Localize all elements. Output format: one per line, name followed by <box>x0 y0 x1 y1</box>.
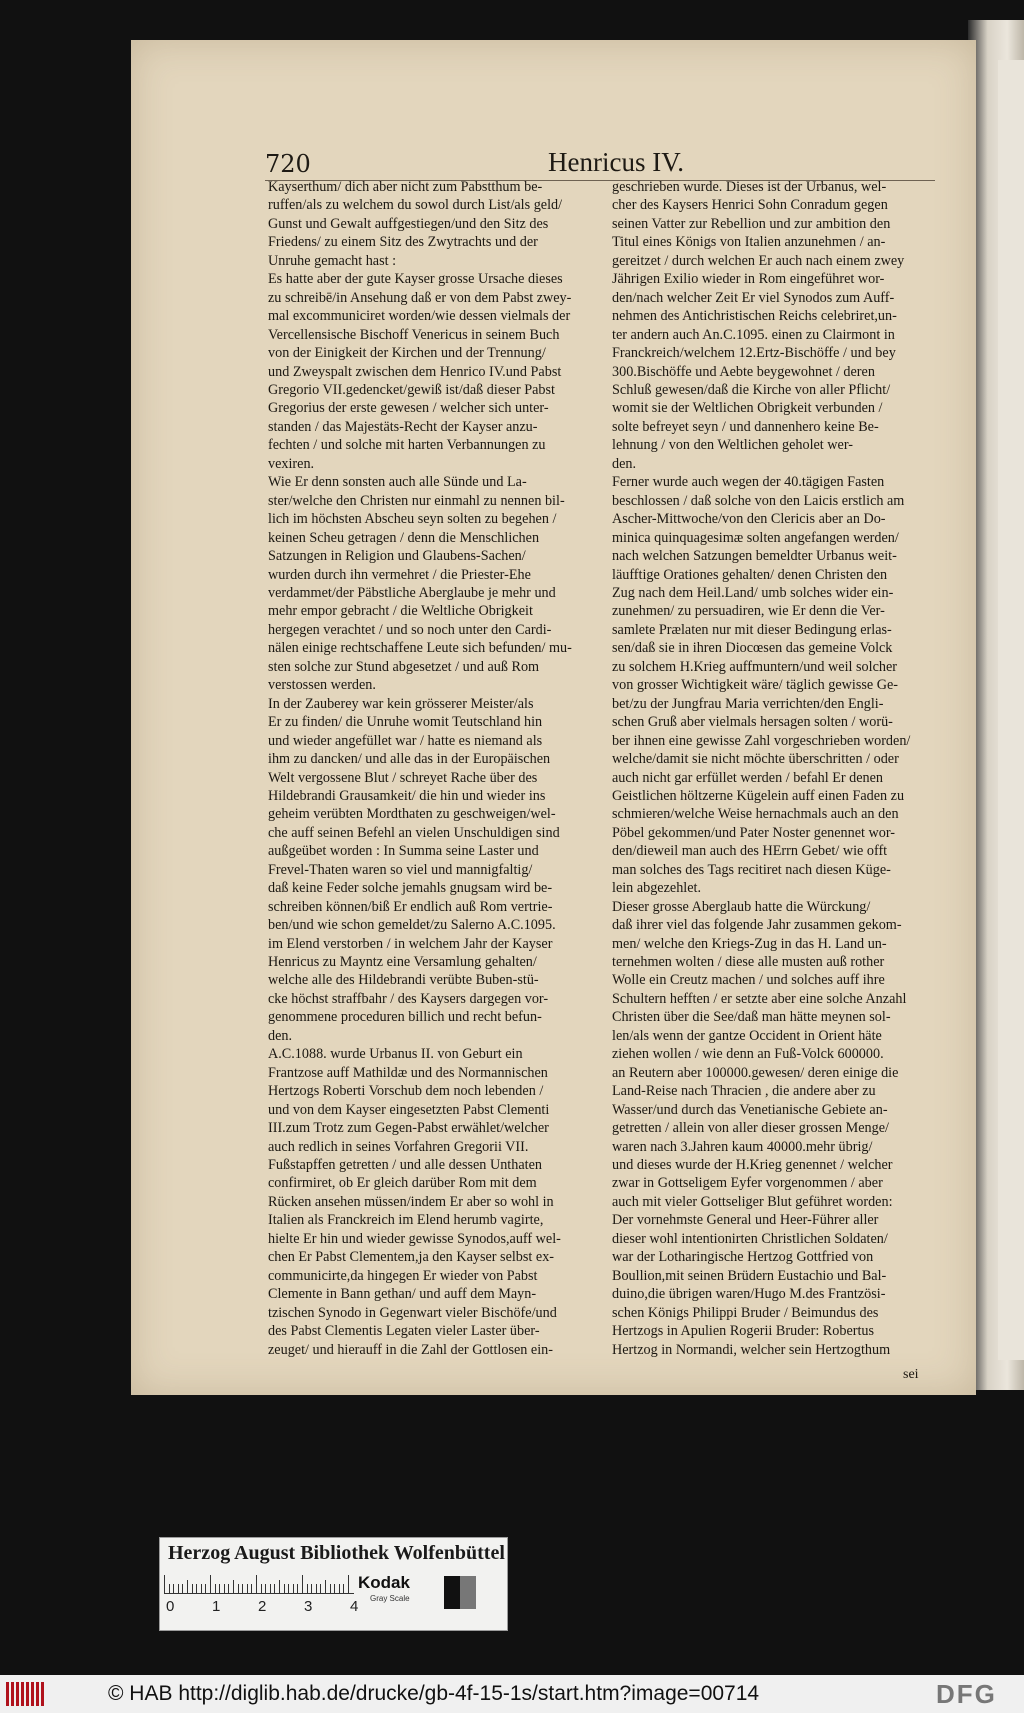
text-line: nehmen des Antichristischen Reichs celebriret,un- <box>612 308 897 325</box>
text-line: läufftige Orationes gehalten/ denen Christen den <box>612 566 888 583</box>
ruler-number: 2 <box>258 1598 267 1615</box>
text-line: Frevel-Thaten waren so viel und mannigfaltig/ <box>268 861 533 878</box>
ruler-tick <box>348 1575 349 1593</box>
text-line: minica quinquagesimæ solten angefangen werden/ <box>612 529 899 546</box>
text-line: den/dieweil man auch des HErrn Gebet/ wie offt <box>612 843 888 860</box>
ruler-number: 1 <box>212 1598 221 1615</box>
text-line: schen Gruß aber vielmals hersagen solten / worü- <box>612 714 893 731</box>
text-line: zwar in Gottseligem Eyfer vorgenommen / aber <box>612 1175 883 1192</box>
text-line: den. <box>268 1027 293 1044</box>
text-line: seinen Vatter zur Rebellion und zur ambition den <box>612 215 891 232</box>
text-line: Jährigen Exilio wieder in Rom eingeführet wor- <box>612 271 885 288</box>
text-line: Wolle ein Creutz machen / und solches auff ihre <box>612 972 885 989</box>
text-line: Pöbel gekommen/und Pater Noster genennet wor- <box>612 824 896 841</box>
ruler-tick <box>242 1584 243 1593</box>
gray-swatch <box>460 1576 476 1609</box>
text-line: III.zum Trotz zum Gegen-Pabst erwählet/welcher <box>268 1120 549 1137</box>
text-line: In der Zauberey war kein grösserer Meister/als <box>268 695 534 712</box>
text-line: che auff seinen Befehl an vielen Unschuldigen sind <box>268 824 560 841</box>
text-line: den/nach welcher Zeit Er viel Synodos zum Auff- <box>612 289 895 306</box>
text-line: fechten / und solche mit harten Verbannungen zu <box>268 437 546 454</box>
text-line: hielte Er hin und wieder gewisse Synodos,auff wel- <box>268 1230 561 1247</box>
ruler-tick <box>288 1584 289 1593</box>
catchword: sei <box>903 1367 919 1382</box>
text-line: welche alle des Hildebrandi verübte Buben-stü- <box>268 972 539 989</box>
text-line: duino,die übrigen waren/Hugo M.des Frantzösi- <box>612 1286 886 1303</box>
ruler-tick <box>316 1584 317 1593</box>
text-line: Schluß gewesen/daß die Kirche von aller Pflicht/ <box>612 381 891 398</box>
text-line: zu solchem H.Krieg auffmuntern/und weil solcher <box>612 658 897 675</box>
text-line: Clemente in Bann gethan/ und auff dem Mayn- <box>268 1286 537 1303</box>
text-line: cher des Kaysers Henrici Sohn Conradum gegen <box>612 197 888 214</box>
ruler-tick <box>247 1584 248 1593</box>
text-line: Dieser grosse Aberglaub hatte die Würckung/ <box>612 898 871 915</box>
text-line: ber ihnen eine gewisse Zahl vorgeschrieben worden/ <box>612 732 911 749</box>
text-line: sten solche zur Stund abgesetzet / und auß Rom <box>268 658 540 675</box>
text-line: Italien als Franckreich im Elend herumb vagirte, <box>268 1212 544 1229</box>
ruler-tick <box>265 1584 266 1593</box>
ruler-tick <box>219 1584 220 1593</box>
text-line: lich im höchsten Abscheu seyn solten zu begehen / <box>268 511 557 528</box>
footer-bar <box>0 1675 1024 1713</box>
text-line: Geistlichen höltzerne Kügelein auff einen Faden zu <box>612 787 905 804</box>
text-line: communicirte,da hingegen Er wieder von Pabst <box>268 1267 538 1284</box>
text-line: ruffen/als zu welchem du sowol durch List/als geld/ <box>268 197 563 214</box>
text-line: man solches des Tags recitiret nach diesen Küge- <box>612 861 891 878</box>
text-line: confirmiret, ob Er gleich darüber Rom mit dem <box>268 1175 537 1192</box>
text-line: Schultern hefften / er setzte aber eine solche Anzahl <box>612 990 907 1007</box>
text-line: Franckreich/welchem 12.Ertz-Bischöffe / und bey <box>612 345 896 362</box>
ruler-tick <box>302 1575 303 1593</box>
text-line: Satzungen in Religion und Glaubens-Sachen/ <box>268 548 526 565</box>
ruler-tick <box>279 1580 280 1593</box>
text-line: bet/zu der Jungfrau Maria verrichten/den Engli- <box>612 695 884 712</box>
card-title: Herzog August Bibliothek Wolfenbüttel <box>168 1542 505 1564</box>
text-line: zeuget/ und hierauff in die Zahl der Gottlosen ein- <box>268 1341 553 1358</box>
ruler-tick <box>196 1584 197 1593</box>
text-line: Fußstapffen getretten / und alle dessen Unthaten <box>268 1157 542 1174</box>
text-line: und von dem Kayser eingesetzten Pabst Clementi <box>268 1101 550 1118</box>
text-line: standen / das Majestäts-Recht der Kayser anzu- <box>268 418 538 435</box>
text-line: auch redlich in seines Vorfahren Gregorii VII. <box>268 1138 529 1155</box>
text-line: an Reutern aber 100000.gewesen/ deren einige die <box>612 1064 899 1081</box>
text-line: hergegen verachtet / und so noch unter den Cardi- <box>268 621 552 638</box>
text-line: 300.Bischöffe und Aebte beygewohnet / deren <box>612 363 875 380</box>
text-line: Henricus zu Mayntz eine Versamlung gehalten/ <box>268 954 537 971</box>
text-line: Hertzog in Normandi, welcher sein Hertzogthum <box>612 1341 891 1358</box>
text-line: Hertzogs in Apulien Rogerii Bruder: Robertus <box>612 1323 875 1340</box>
text-line: mal excommuniciret worden/wie dessen vielmals der <box>268 308 571 325</box>
text-line: sen/daß sie in ihren Diocœsen das gemeine Volck <box>612 640 893 657</box>
text-line: Hertzogs Roberti Vorschub dem noch lebenden / <box>268 1083 544 1100</box>
text-line: von grosser Wichtigkeit wäre/ täglich gewisse Ge- <box>612 677 898 694</box>
text-line: Der vornehmste General und Heer-Führer aller <box>612 1212 879 1229</box>
text-line: ihm zu dancken/ und alle das in der Europäischen <box>268 751 551 768</box>
text-line: Er zu finden/ die Unruhe womit Teutschland hin <box>268 714 543 731</box>
text-line: Ferner wurde auch wegen der 40.tägigen Fasten <box>612 474 885 491</box>
text-line: men/ welche den Kriegs-Zug in das H. Land un- <box>612 935 887 952</box>
page-number: 720 <box>265 150 311 178</box>
ruler-number: 3 <box>304 1598 313 1615</box>
text-line: vexiren. <box>268 455 315 472</box>
measurement-ruler <box>164 1575 354 1594</box>
ruler-tick <box>251 1584 252 1593</box>
left-text-column <box>268 178 590 1359</box>
ruler-tick <box>330 1584 331 1593</box>
text-line: nälen einige rechtschaffene Leute sich befunden/ mu- <box>268 640 572 657</box>
text-line: geschrieben wurde. Dieses ist der Urbanus, wel- <box>612 179 887 195</box>
ruler-tick <box>339 1584 340 1593</box>
text-line: Es hatte aber der gute Kayser grosse Ursache dieses <box>268 271 563 288</box>
ruler-tick <box>205 1584 206 1593</box>
text-line: Welt vergossene Blut / schreyet Rache über des <box>268 769 538 786</box>
ruler-tick <box>187 1580 188 1593</box>
text-line: von der Einigkeit der Kirchen und der Trennung/ <box>268 345 546 362</box>
text-line: genommene proceduren billich und recht befun- <box>268 1009 542 1026</box>
text-line: Wasser/und durch das Venetianische Gebiete an- <box>612 1101 888 1118</box>
ruler-tick <box>293 1584 294 1593</box>
text-line: im Elend verstorben / in welchem Jahr der Kayser <box>268 935 553 952</box>
ruler-tick <box>325 1580 326 1593</box>
text-line: A.C.1088. wurde Urbanus II. von Geburt ein <box>268 1046 523 1063</box>
text-line: Vercellensische Bischoff Venericus in seinem Buch <box>268 326 560 343</box>
text-line: getretten / allein von aller dieser grossen Menge/ <box>612 1120 889 1137</box>
text-line: Hildebrandi Grausamkeit/ die hin und wieder ins <box>268 787 546 804</box>
text-line: ternehmen wolten / diese alle musten auß rother <box>612 954 885 971</box>
text-line: welche/damit sie nicht möchte überschritten / oder <box>612 751 899 768</box>
ruler-tick <box>228 1584 229 1593</box>
text-line: lehnung / von den Weltlichen geholet wer- <box>612 437 854 454</box>
ruler-tick <box>256 1575 257 1593</box>
text-line: beschlossen / daß solche von den Laicis erstlich am <box>612 492 905 509</box>
ruler-tick <box>238 1584 239 1593</box>
ruler-tick <box>169 1584 170 1593</box>
ruler-tick <box>297 1584 298 1593</box>
ruler-tick <box>274 1584 275 1593</box>
text-line: Unruhe gemacht hast : <box>268 252 397 269</box>
text-line: womit sie der Weltlichen Obrigkeit verbunden / <box>612 400 883 417</box>
facing-page-edge <box>998 60 1024 1360</box>
text-line: verstossen werden. <box>268 677 376 694</box>
text-line: tzischen Synodo in Gegenwart vieler Bischöfe/und <box>268 1304 557 1321</box>
text-line: ben/und wie schon gemeldet/zu Salerno A.C.1095. <box>268 917 556 934</box>
text-line: nach welchen Satzungen bemeldter Urbanus weit- <box>612 548 897 565</box>
text-line: auch nicht gar erfüllet werden / befahl Er denen <box>612 769 884 786</box>
text-line: und dieses wurde der H.Krieg genennet / welcher <box>612 1157 893 1174</box>
text-line: ter andern auch An.C.1095. einen zu Clairmont in <box>612 326 895 343</box>
black-swatch <box>444 1576 460 1609</box>
ruler-tick <box>182 1584 183 1593</box>
ruler-number: 4 <box>350 1598 359 1615</box>
text-line: Christen über die See/daß man hätte meynen sol- <box>612 1009 891 1026</box>
text-line: außgeübet worden : In Summa seine Laster und <box>268 843 539 860</box>
ruler-tick <box>320 1584 321 1593</box>
text-line: auch mit vieler Gottseliger Blut geführet worden: <box>612 1193 893 1210</box>
text-line: Boullion,mit seinen Brüdern Eustachio und Bal- <box>612 1267 887 1284</box>
text-line: daß ihrer viel das folgende Jahr zusammen gekom- <box>612 917 902 934</box>
text-line: des Pabst Clementis Legaten vieler Laster über- <box>268 1323 540 1340</box>
text-line: cke höchst straffbahr / des Kaysers dargegen vor- <box>268 990 549 1007</box>
text-line: zu schreibē/in Ansehung daß er von dem Pabst zwey- <box>268 289 572 306</box>
ruler-tick <box>178 1584 179 1593</box>
text-line: geheim verübten Mordthaten zu geschweigen/wel- <box>268 806 556 823</box>
text-line: Kayserthum/ dich aber nicht zum Pabstthum be- <box>268 179 543 195</box>
ruler-tick <box>164 1575 165 1593</box>
text-line: und Zweyspalt zwischen dem Henrico IV.und Pabst <box>268 363 562 380</box>
hab-logo-icon <box>6 1682 46 1706</box>
ruler-tick <box>261 1584 262 1593</box>
dfg-logo: DFG <box>936 1679 997 1709</box>
text-line: Titul eines Königs von Italien anzunehmen / an- <box>612 234 886 251</box>
ruler-number: 0 <box>166 1598 175 1615</box>
text-line: samlete Prælaten nur mit dieser Bedingung erlas- <box>612 621 892 638</box>
text-line: und wieder angefüllet war / hatte es niemand als <box>268 732 543 749</box>
text-line: Wie Er denn sonsten auch alle Sünde und La- <box>268 474 527 491</box>
ruler-tick <box>215 1584 216 1593</box>
ruler-tick <box>311 1584 312 1593</box>
text-line: len/als wenn der gantze Occident in Orient häte <box>612 1027 882 1044</box>
text-line: ziehen wollen / wie denn an Fuß-Volck 600000. <box>612 1046 884 1063</box>
text-line: waren nach 3.Jahren kaum 40000.mehr übrig/ <box>612 1138 873 1155</box>
ruler-tick <box>173 1584 174 1593</box>
text-line: Land-Reise nach Thracien , die andere aber zu <box>612 1083 876 1100</box>
text-line: schmieren/welche Weise hernachmals auch an den <box>612 806 899 823</box>
text-line: solte befreyet seyn / und dannenhero keine Be- <box>612 418 879 435</box>
text-line: verdammet/der Päbstliche Aberglaube je mehr und <box>268 584 556 601</box>
ruler-tick <box>343 1584 344 1593</box>
text-line: zunehmen/ zu persuadiren, wie Er denn die Ver- <box>612 603 885 620</box>
text-line: lein abgezehlet. <box>612 880 702 897</box>
text-line: Rücken ansehen müssen/indem Er aber so wohl in <box>268 1193 554 1210</box>
ruler-tick <box>201 1584 202 1593</box>
ruler-tick <box>307 1584 308 1593</box>
gray-scale-label: Gray Scale <box>370 1594 410 1603</box>
text-line: mehr empor gebracht / die Weltliche Obrigkeit <box>268 603 533 620</box>
text-line: Frantzose auff Mathildæ und des Normannischen <box>268 1064 548 1081</box>
text-line: schen Königs Philippi Bruder / Beimundus des <box>612 1304 879 1321</box>
text-line: Gregorio VII.gedencket/gewiß ist/daß dieser Pabst <box>268 381 555 398</box>
text-line: ster/welche den Christen nur einmahl zu nennen bil- <box>268 492 565 509</box>
running-head: Henricus IV. <box>548 147 684 177</box>
footer-link[interactable]: © HAB http://diglib.hab.de/drucke/gb-4f-15-1s/start.htm?image=00714 <box>108 1682 760 1705</box>
text-line: chen Er Pabst Clementem,ja den Kayser selbst ex- <box>268 1249 555 1266</box>
ruler-tick <box>334 1584 335 1593</box>
text-line: schreiben können/biß Er endlich auß Rom vertrie- <box>268 898 553 915</box>
text-line: gereitzet / durch welchen Er auch nach einem zwey <box>612 252 905 269</box>
ruler-tick <box>233 1580 234 1593</box>
text-line: Gregorius der erste gewesen / welcher sich unter- <box>268 400 549 417</box>
text-line: Friedens/ zu einem Sitz des Zwytrachts und der <box>268 234 538 251</box>
text-line: daß keine Feder solche jemahls gnugsam wird be- <box>268 880 553 897</box>
ruler-tick <box>210 1575 211 1593</box>
right-text-column <box>612 178 934 1359</box>
text-line: wurden durch ihn vermehret / die Priester-Ehe <box>268 566 531 583</box>
text-line: Gunst und Gewalt auffgestiegen/und den Sitz des <box>268 215 549 232</box>
ruler-tick <box>224 1584 225 1593</box>
text-line: den. <box>612 455 637 472</box>
text-line: war der Lotharingische Hertzog Gottfried von <box>612 1249 874 1266</box>
text-line: dieser wohl intentionirten Christlichen Soldaten/ <box>612 1230 888 1247</box>
text-line: Ascher-Mittwoche/von den Clericis aber an Do- <box>612 511 886 528</box>
text-line: Zug nach dem Heil.Land/ umb solches wider ein- <box>612 584 894 601</box>
ruler-tick <box>284 1584 285 1593</box>
text-line: keinen Scheu getragen / denn die Menschlichen <box>268 529 540 546</box>
color-calibration-card <box>159 1537 508 1631</box>
ruler-tick <box>192 1584 193 1593</box>
ruler-tick <box>270 1584 271 1593</box>
kodak-label: Kodak <box>358 1573 410 1592</box>
